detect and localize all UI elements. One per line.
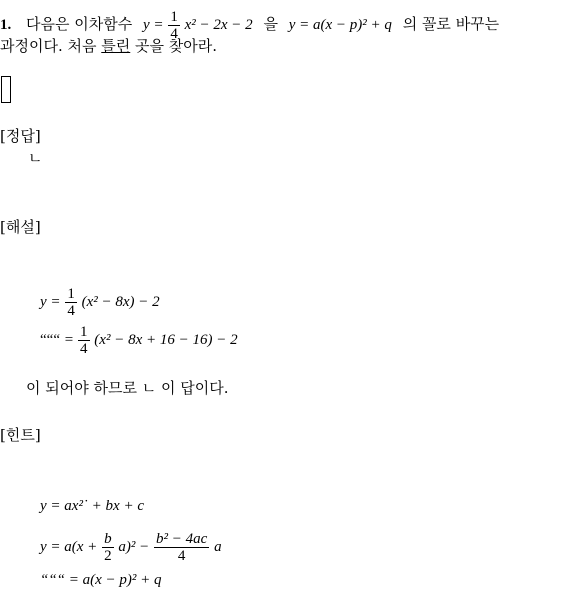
hint2-fraction-1 [102,531,114,564]
problem-line2-a: 과정이다. 처음 [0,37,97,55]
problem-underlined-word: 틀린 [101,37,131,55]
hint-line-3: “““ = a(x − p)² + q [40,572,162,588]
problem-frac-den: 4 [170,25,178,42]
explanation-label: [해설] [0,218,41,236]
problem-line2-b: 곳을 찾아라. [135,37,218,55]
problem-text-b: 을 [263,15,278,33]
expl2-marks: “““ [40,332,60,348]
problem-line-2 [0,36,217,56]
hint2-fraction-2 [154,531,209,564]
hint2-frac2-den: 4 [177,547,186,564]
hint-line-2 [40,528,222,564]
hint2-a: y = a(x + [40,539,98,555]
problem-target-form: y = a(x − p)² + q [288,17,392,33]
expl1-rest: (x² − 8x) − 2 [81,294,160,310]
expl2-fraction [78,324,90,357]
expl1-frac-num: 1 [67,285,75,302]
expl2-frac-den: 4 [80,340,88,357]
problem-number: 1. [0,17,12,33]
problem-text-a: 다음은 이차함수 [26,15,133,33]
explanation-line-1 [40,283,160,319]
expl2-rest: (x² − 8x + 16 − 16) − 2 [94,332,238,348]
answer-box[interactable] [1,76,11,103]
expl1-frac-den: 4 [67,302,75,319]
hint2-c: a [214,539,222,555]
hint-label: [힌트] [0,426,41,444]
expl2-frac-num: 1 [80,323,88,340]
hint2-frac2-num: b² − 4ac [156,530,208,547]
explanation-conclusion: 이 되어야 하므로 ㄴ 이 답이다. [26,379,229,397]
problem-frac-num: 1 [170,8,178,25]
explanation-line-2 [40,321,238,357]
answer-value: ㄴ [28,149,43,167]
expl2-eq: = [64,332,74,348]
hint2-frac1-num: b [104,530,112,547]
problem-eq-rest: x² − 2x − 2 [184,17,253,33]
hint-line-1: y = ax²˙ + bx + c [40,498,144,514]
expl1-fraction [65,286,77,319]
answer-label: [정답] [0,127,41,145]
problem-eq-lhs: y = [143,17,164,33]
hint2-frac1-den: 2 [104,547,112,564]
expl1-lhs: y = [40,294,61,310]
hint2-b: a)² − [118,539,150,555]
problem-text-c: 의 꼴로 바꾸는 [402,15,500,33]
